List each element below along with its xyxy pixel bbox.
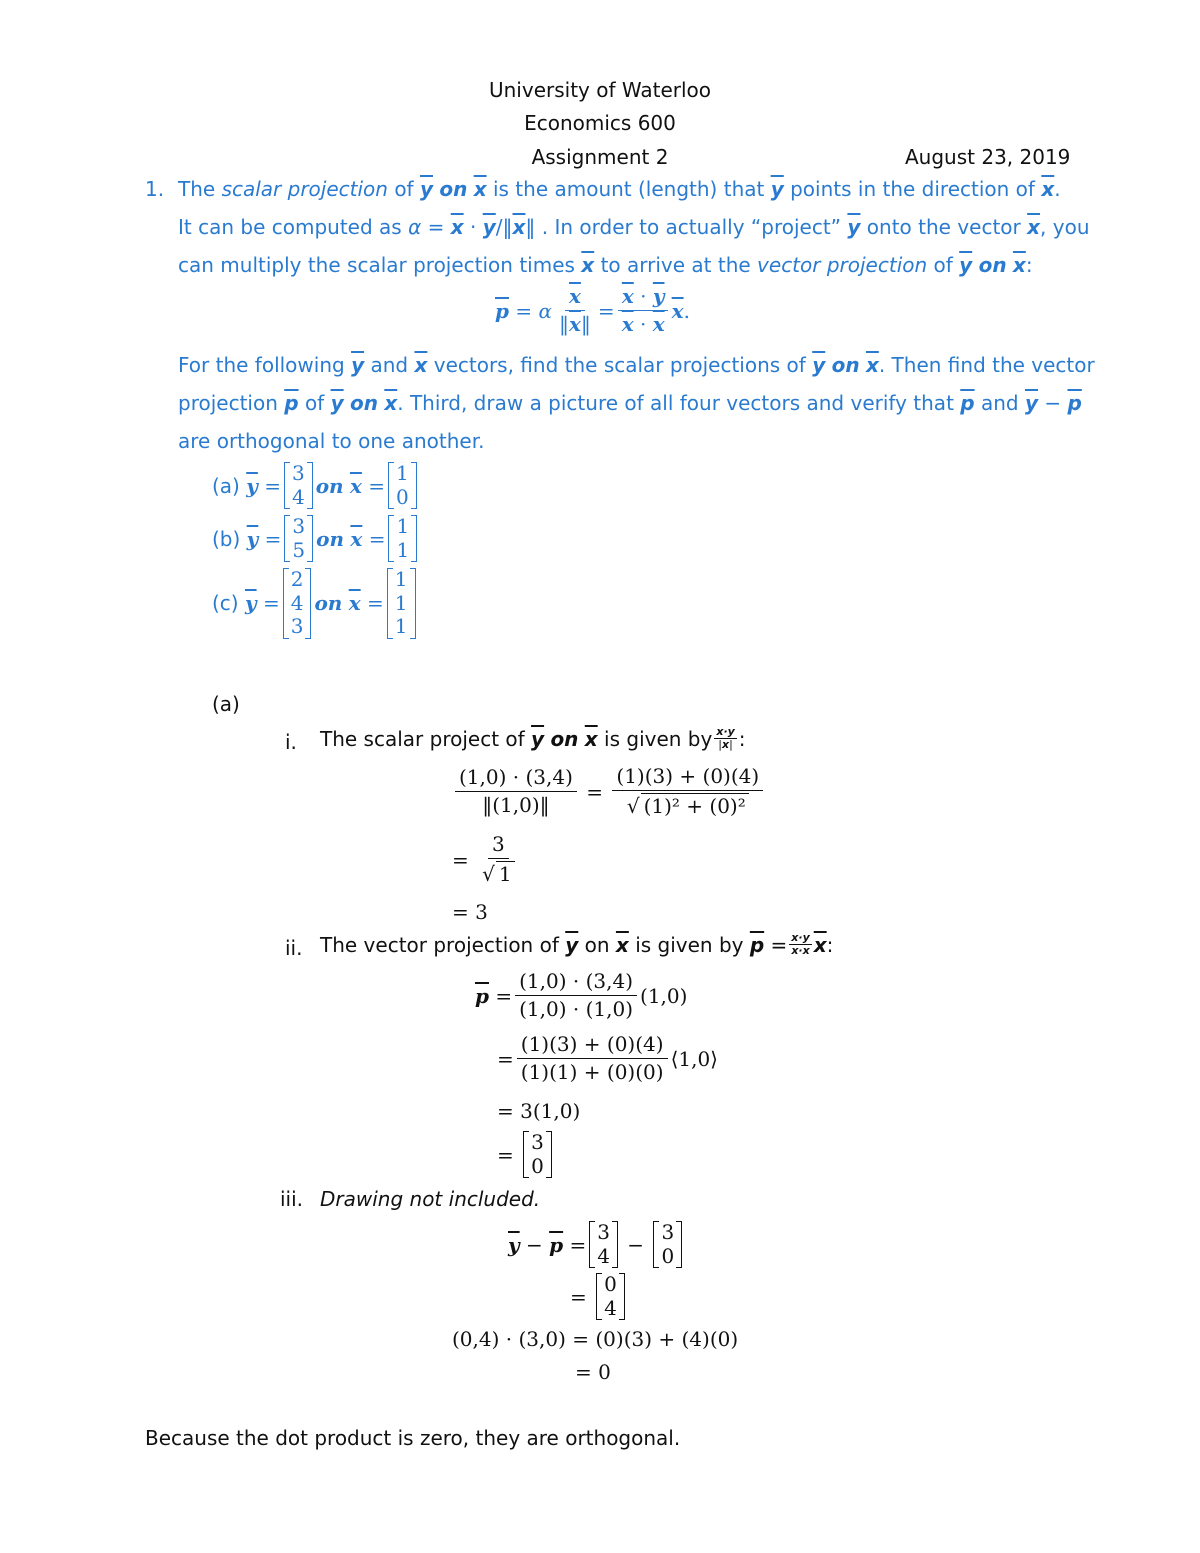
solution-i-text: The scalar project of $\overline{y}$ on $\overline{x}$ is given by x·y |x| :: [320, 725, 746, 752]
conclusion-text: Because the dot product is zero, they are orthogonal.: [145, 1426, 681, 1450]
vector-diff-iii: 0 4: [596, 1273, 625, 1320]
solution-ii-eq-3: = 3(1,0): [497, 1099, 581, 1123]
solution-ii-eq-1: $\overline{p}$ = $\frac{(1,0) \cdot (3,4)}{(1,0) \cdot (1,0)}$ (1,0): [475, 969, 688, 1021]
solution-iii-text: Drawing not included.: [320, 1187, 541, 1211]
vector-y-b: 3 5: [284, 515, 313, 562]
instructions-line-2: projection $\overline{p}$ of $\overline{y}$ on $\overline{x}$. Third, draw a picture of all four vectors and verify that $\overline{p}$ and $\overline{y} - \overline{p}$: [178, 391, 1082, 415]
solution-iii-dot-product: (0,4) · (3,0) = (0)(3) + (4)(0): [452, 1327, 739, 1351]
solution-part-label: (a): [212, 692, 240, 716]
solution-iii-label: iii.: [280, 1187, 304, 1211]
part-c: (c) $\overline{y}$ = 2 4 3 on $\overline{x}$ = 1 1 1: [212, 568, 419, 639]
vector-x-c: 1 1 1: [387, 568, 416, 639]
vector-x-b: 1 1: [388, 515, 417, 562]
problem-intro-line-2: It can be computed as $\alpha = \overline{x}$ · $\overline{y}/‖\overline{x}‖$ . In order to actually “project” $\overline{y}$ onto the vector $\overline{x}$, you: [178, 215, 1090, 239]
solution-ii-text: The vector projection of $\overline{y}$ on $\overline{x}$ is given by $\overline{p}$ = x·y x·x $\overline{x}$ :: [320, 931, 834, 958]
solution-iii-dot-result: = 0: [575, 1360, 611, 1384]
solution-ii-result: = 3 0: [497, 1131, 555, 1178]
solution-iii-eq-1: $\overline{y}$ − $\overline{p}$ = 3 4 − 3 0: [508, 1221, 685, 1268]
assignment-title: Assignment 2: [531, 145, 669, 169]
instructions-line-3: are orthogonal to one another.: [178, 429, 485, 453]
vector-x-a: 1 0: [388, 462, 417, 509]
course-name: Economics 600: [524, 111, 676, 135]
vector-y-a: 3 4: [284, 462, 313, 509]
projection-formula: $\overline{p}$ = α $\frac{\overline{x}}{‖\overline{x}‖}$ = $\frac{\overline{x} \cdot \overline{y}}{\overline{x} \cdot \overline{x}}$ $\overline{x}$ .: [495, 284, 690, 336]
vector-y-c: 2 4 3: [283, 568, 312, 639]
solution-i-eq-1: $\frac{(1,0) \cdot (3,4)}{‖(1,0)‖}$ = $\frac{(1)(3) + (0)(4)}{\text{√ (1)² + (0)²}}$: [452, 765, 766, 818]
university-name: University of Waterloo: [488, 78, 712, 102]
solution-i-eq-2: = $\frac{3}{√ 1}$: [452, 833, 522, 886]
solution-ii-label: ii.: [285, 936, 303, 960]
solution-i-label: i.: [285, 730, 297, 754]
term-vector-projection: vector projection: [757, 253, 928, 277]
vector-y-iii: 3 4: [589, 1221, 618, 1268]
solution-ii-eq-2: = $\frac{(1)(3) + (0)(4)}{(1)(1) + (0)(0)}$ ⟨1,0⟩: [497, 1032, 718, 1084]
problem-intro-line-3: can multiply the scalar projection times $\overline{x}$ to arrive at the vector projection of $\overline{y}$ on $\overline{x}$:: [178, 253, 1033, 277]
part-b: (b) $\overline{y}$ = 3 5 on $\overline{x}$ = 1 1: [212, 515, 420, 562]
vector-p-result: 3 0: [523, 1131, 552, 1178]
instructions-line-1: For the following $\overline{y}$ and $\overline{x}$ vectors, find the scalar projections of $\overline{y}$ on $\overline{x}$. Then find the vector: [178, 353, 1095, 377]
vector-p-iii: 3 0: [653, 1221, 682, 1268]
solution-i-result: = 3: [452, 900, 488, 924]
part-a: (a) $\overline{y}$ = 3 4 on $\overline{x}$ = 1 0: [212, 462, 420, 509]
problem-number: 1.: [145, 177, 165, 201]
solution-iii-eq-2: = 0 4: [570, 1273, 628, 1320]
assignment-date: August 23, 2019: [905, 145, 1071, 169]
term-scalar-projection: scalar projection: [221, 177, 388, 201]
problem-intro-line-1: The scalar projection of $\overline{y}$ on $\overline{x}$ is the amount (length) that $\overline{y}$ points in the direction of $\overline{x}$.: [178, 177, 1061, 201]
